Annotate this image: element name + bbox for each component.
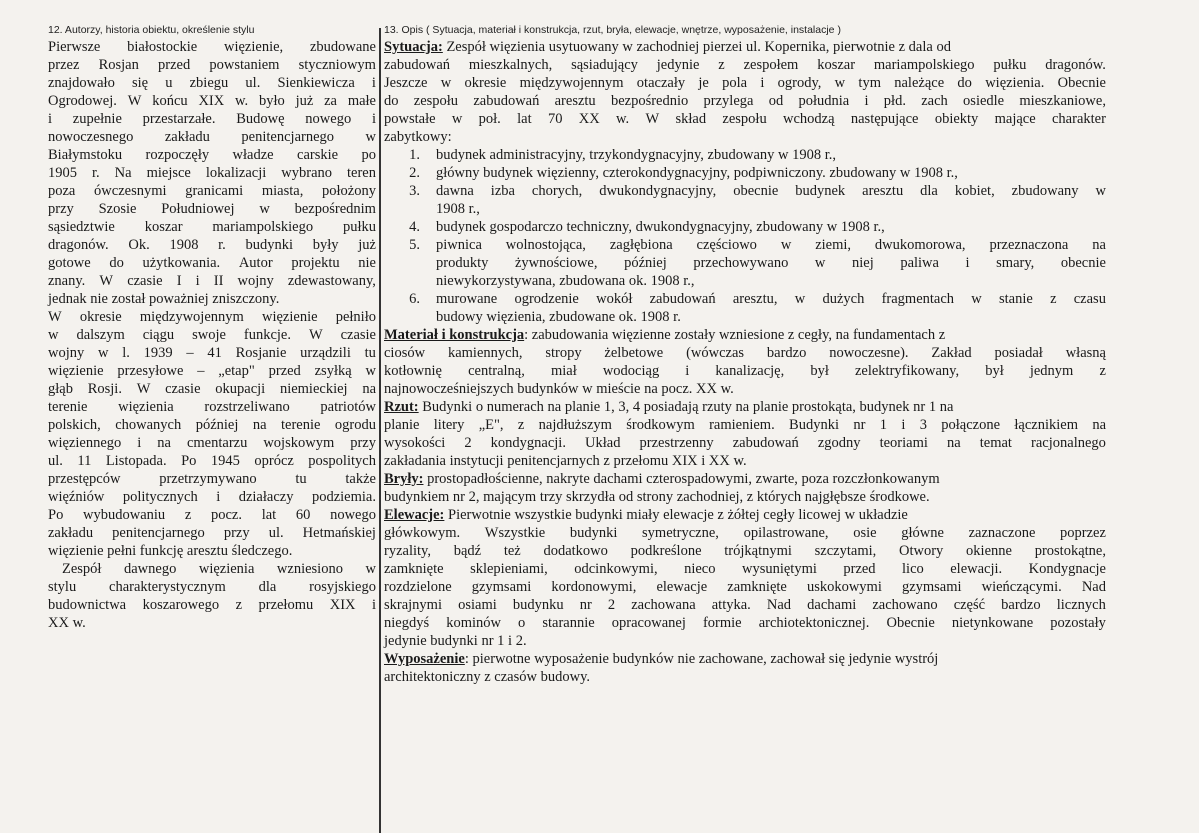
list-item-line: niewykorzystywana, zbudowana ok. 1908 r.,	[436, 273, 695, 289]
list-item-number: 3.	[409, 183, 420, 199]
section-rzut-line: zakładania instytucji penitencjarnych z przełomu XIX i XX w.	[384, 453, 747, 469]
list-item	[384, 164, 1106, 182]
left-text-line: więziennego i na cmentarzu wojskowym przy	[48, 435, 376, 451]
section-sytuacja-line: zabudowań mieszkalnych, sąsiadujący jedynie z zespołem koszar mariampolskiego pułku dragonów.	[384, 57, 1106, 73]
list-item	[384, 290, 1106, 326]
left-text-line: terenie więzienia rozstrzeliwano patriotów	[48, 399, 376, 415]
left-text-line: Ogrodowej. W końcu XIX w. było już za małe	[48, 93, 376, 109]
left-text-line: przez Rosjan przed powstaniem styczniowym	[48, 57, 376, 73]
section-bryly	[384, 470, 1106, 506]
section-rzut	[384, 398, 1106, 470]
left-text-line: polskich, chowanych później na terenie ogrodu	[48, 417, 376, 433]
section-wyposazenie-line: architektoniczny z czasów budowy.	[384, 669, 591, 685]
section-sytuacja-line: do zespołu zabudowań aresztu bezpośrednio przylega od południa i płd. zach osiedle mieszkaniowe,	[384, 93, 1106, 109]
list-item-line: produkty żywnościowe, później przechowywano w niej paliwa i smary, obecnie	[436, 255, 1106, 271]
left-text-line: znany. W czasie I i II wojny zdewastowany,	[48, 273, 376, 289]
right-text	[384, 38, 1106, 686]
left-text-line: wojny w l. 1939 – 41 Rosjanie urządzili tu	[48, 345, 376, 361]
section-rzut-line: wysokości 2 kondygnacji. Układ przestrzenny zabudowań zgodny teoriami na temat racjonalnego	[384, 435, 1106, 451]
left-text-line: Pierwsze białostockie więzienie, zbudowane	[48, 39, 376, 55]
left-text-line: XX w.	[48, 615, 86, 631]
section-elewacje-line: rozdzielone gzymsami kordonowymi, elewacje zamknięte uskokowymi gzymsami wieńczącymi. Nad	[384, 579, 1106, 595]
left-text-line: i zupełnie przestarzałe. Budowę nowego i	[48, 111, 376, 127]
section-material	[384, 326, 1106, 398]
list-item-line: 1908 r.,	[436, 201, 480, 217]
section-rzut-label: Rzut:	[384, 399, 419, 415]
section-elewacje-line: zamknięte sklepieniami, odcinkowymi, nieco wysuniętymi przed lico elewacji. Kondygnacje	[384, 561, 1106, 577]
section-sytuacja-first-line	[384, 38, 1106, 56]
list-item-line: murowane ogrodzenie wokół zabudowań aresztu, w dużych fragmentach w stanie z czasu	[436, 291, 1106, 307]
section-bryly-label: Bryły:	[384, 471, 424, 487]
list-item-number: 2.	[409, 165, 420, 181]
section-material-label: Materiał i konstrukcja	[384, 327, 525, 343]
section-rzut-line: planie litery „E", z najdłuższym środkowym ramieniem. Budynki nr 1 i 3 połączone łącznikiem na	[384, 417, 1106, 433]
section-wyposazenie-text: : pierwotne wyposażenie budynków nie zachowane, zachował się jedynie wystrój	[464, 651, 939, 667]
left-text-line: gotowe do użytkowania. Autor projektu nie	[48, 255, 376, 271]
section-elewacje-text: Pierwotnie wszystkie budynki miały elewacje z żółtej cegły licowej w układzie	[444, 507, 908, 523]
list-item-number: 4.	[409, 219, 420, 235]
section-elewacje-line: skrajnymi osiami budynku nr 2 zachowana attyka. Nad dachami zachowano część bardzo licznych	[384, 597, 1106, 613]
section-sytuacja-label: Sytuacja:	[384, 39, 443, 55]
list-item-line: budowy więzienia, zbudowane ok. 1908 r.	[436, 309, 681, 325]
left-text-line: nowoczesnego zakładu penitencjarnego w	[48, 129, 376, 145]
list-item-text	[436, 290, 1106, 326]
section-bryly-line: budynkiem nr 2, mającym trzy skrzydła od strony zachodniej, z których najgłębsze środkowe.	[384, 489, 930, 505]
list-item-line: dawna izba chorych, dwukondygnacyjny, obecnie budynek aresztu dla kobiet, zbudowany w	[436, 183, 1106, 199]
section-wyposazenie	[384, 650, 1106, 686]
left-text-line: dragonów. Ok. 1908 r. budynki były już	[48, 237, 376, 253]
section-sytuacja-line: powstałe w poł. lat 70 XX w. W skład zespołu wchodzą następujące obiekty mające charakter	[384, 111, 1106, 127]
section-material-line: ciosów kamiennych, stropy żelbetowe (wówczas bardzo nowoczesne). Zakład posiadał własną	[384, 345, 1106, 361]
left-text-line: przestępców przetrzymywano tu także	[48, 471, 376, 487]
left-text-line: więzienie pełni funkcję aresztu śledczego.	[48, 543, 293, 559]
list-item	[384, 236, 1106, 290]
section-rzut-text: Budynki o numerach na planie 1, 3, 4 posiadają rzuty na planie prostokąta, budynek nr 1 na	[418, 399, 954, 415]
list-item	[384, 182, 1106, 218]
section-rzut-first-line	[384, 398, 1106, 416]
list-item-text	[436, 218, 1106, 236]
list-item-line: budynek administracyjny, trzykondygnacyjny, zbudowany w 1908 r.,	[436, 147, 837, 163]
left-column	[48, 22, 376, 632]
section-bryly-first-line	[384, 470, 1106, 488]
section-material-first-line	[384, 326, 1106, 344]
list-item-line: główny budynek więzienny, czterokondygnacyjny, podpiwniczony. zbudowany w 1908 r.,	[436, 165, 958, 181]
left-text-line: więzienie przesyłowe – „etap" przed zsyłką w	[48, 363, 376, 379]
section-sytuacja-text: Zespół więzienia usytuowany w zachodniej pierzei ul. Kopernika, pierwotnie z dala od	[442, 39, 951, 55]
list-item-number: 1.	[409, 147, 420, 163]
section-elewacje-line: ryzality, bądź też dodatkowo podkreślone trójkątnymi szczytami, Otwory okienne prostokątne,	[384, 543, 1106, 559]
left-text-line: w dalszym ciągu swoje funkcje. W czasie	[48, 327, 376, 343]
left-text-line: budownictwa koszarowego z przełomu XIX i	[48, 597, 376, 613]
list-item-line: budynek gospodarczo techniczny, dwukondygnacyjny, zbudowany w 1908 r.,	[436, 219, 885, 235]
left-text-line: głąb Rosji. W czasie okupacji niemieckiej na	[48, 381, 376, 397]
left-heading: 12. Autorzy, historia obiektu, określenie stylu	[48, 24, 255, 36]
section-material-line: najnowocześniejszych budynków w mieście na pocz. XX w.	[384, 381, 734, 397]
left-text-line: stylu charakterystycznym dla rosyjskiego	[48, 579, 376, 595]
list-item-line: piwnica wolnostojąca, zagłębiona częściowo w ziemi, dwukomorowa, przeznaczona na	[436, 237, 1106, 253]
left-text-line: znajdowało się u zbiegu ul. Sienkiewicza i	[48, 75, 376, 91]
left-text-line: W okresie międzywojennym więzienie pełniło	[48, 309, 376, 325]
list-item	[384, 146, 1106, 164]
section-sytuacja	[384, 38, 1106, 146]
right-heading: 13. Opis ( Sytuacja, materiał i konstrukcja, rzut, bryła, elewacje, wnętrze, wyposażenie, instalacje )	[384, 24, 841, 36]
section-wyposazenie-first-line	[384, 650, 1106, 668]
section-elewacje-line: główkowym. Wszystkie budynki symetryczne, opilastrowane, osie główne zaznaczone poprzez	[384, 525, 1106, 541]
list-item-text	[436, 146, 1106, 164]
left-text-line: 1905 r. Na miejsce lokalizacji wybrano teren	[48, 165, 376, 181]
list-item-text	[436, 164, 1106, 182]
section-elewacje-label: Elewacje:	[384, 507, 445, 523]
list-item-text	[436, 182, 1106, 218]
section-elewacje-line: niegdyś kominów o starannie opracowanej formie archiotektonicznej. Obecnie nietynkowane pozostały	[384, 615, 1106, 631]
section-elewacje	[384, 506, 1106, 650]
left-text-line: Po wybudowaniu z pocz. lat 60 nowego	[48, 507, 376, 523]
list-item-number: 6.	[409, 291, 420, 307]
section-bryly-text: prostopadłościenne, nakryte dachami czterospadowymi, zwarte, poza rozczłonkowanym	[423, 471, 940, 487]
left-text-line: więźniów politycznych i działaczy podziemia.	[48, 489, 376, 505]
left-text-line: zakładu penitencjarnego przy ul. Hetmańskiej	[48, 525, 376, 541]
list-item-number: 5.	[409, 237, 420, 253]
section-material-line: kotłownię centralną, miał wodociąg i kanalizację, był zelektryfikowany, był jednym z	[384, 363, 1106, 379]
column-divider	[379, 28, 381, 833]
section-sytuacja-line: zabytkowy:	[384, 129, 452, 145]
left-text-line: sąsiedztwie koszar mariampolskiego pułku	[48, 219, 376, 235]
section-sytuacja-line: Jeszcze w okresie międzywojennym otaczały je pola i ogrody, w tym należące do więzienia. Obecnie	[384, 75, 1106, 91]
left-text-line: przy Szosie Południowej w bezpośrednim	[48, 201, 376, 217]
left-text	[48, 38, 376, 632]
list-item	[384, 218, 1106, 236]
section-wyposazenie-label: Wyposażenie	[384, 651, 465, 667]
left-text-line: Białymstoku rozpoczęły władze carskie po	[48, 147, 376, 163]
left-text-line: poza ówczesnymi granicami miasta, położony	[48, 183, 376, 199]
section-material-text: : zabudowania więzienne zostały wzniesione z cegły, na fundamentach z	[524, 327, 946, 343]
right-column	[384, 22, 1106, 686]
left-text-line: jednak nie został poważniej zniszczony.	[48, 291, 280, 307]
objects-list	[384, 146, 1106, 326]
left-text-line: ul. 11 Listopada. Po 1945 oprócz pospolitych	[48, 453, 376, 469]
section-elewacje-first-line	[384, 506, 1106, 524]
section-elewacje-line: jedynie budynki nr 1 i 2.	[384, 633, 527, 649]
left-text-line: Zespół dawnego więzienia wzniesiono w	[62, 561, 376, 577]
list-item-text	[436, 236, 1106, 290]
